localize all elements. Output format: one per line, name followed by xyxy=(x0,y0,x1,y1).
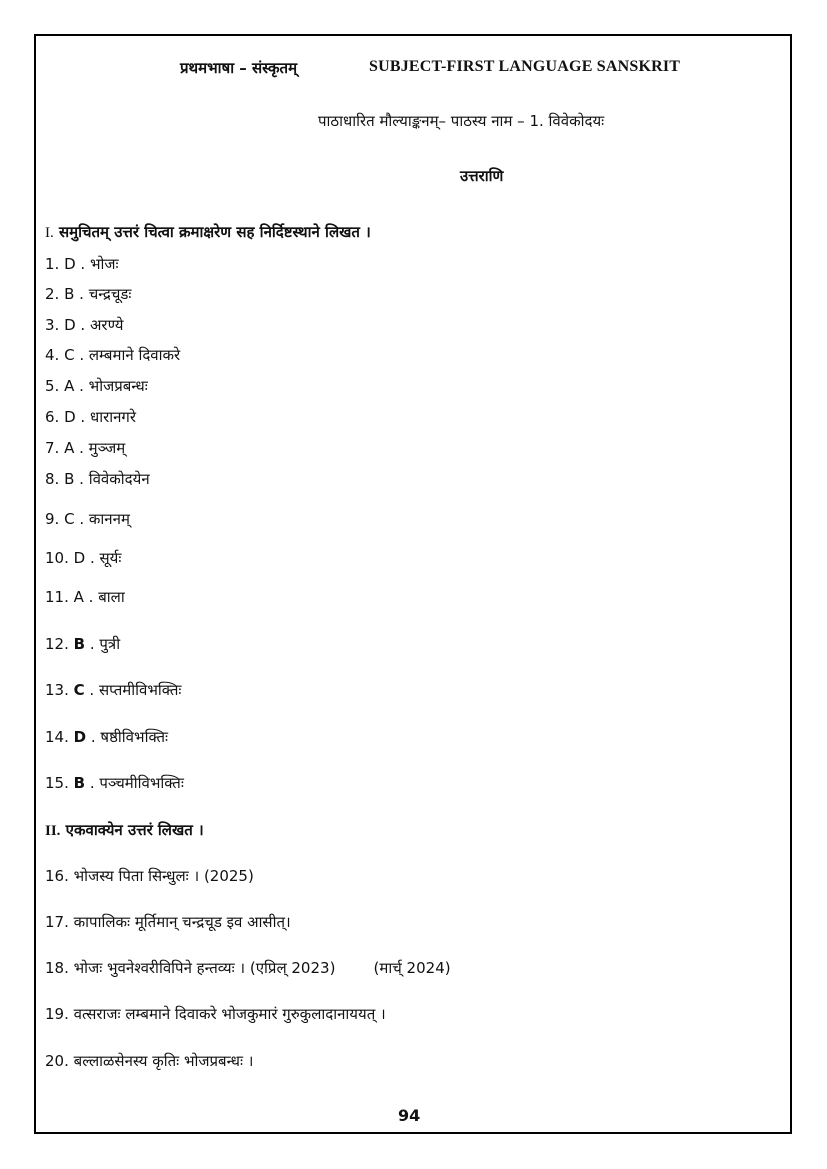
answer-option: C xyxy=(73,681,85,699)
short-answer xyxy=(45,1004,386,1024)
question-number: 7. xyxy=(45,439,60,457)
answer-option: B xyxy=(64,285,75,303)
question-number: 3. xyxy=(45,316,60,334)
answer-text: बल्लाळसेनस्य कृतिः भोजप्रबन्धः । xyxy=(73,1052,254,1070)
question-number: 2. xyxy=(45,285,60,303)
answer-text: सूर्यः xyxy=(99,549,122,567)
subject-title-sanskrit: प्रथमभाषा – संस्कृतम् xyxy=(180,59,298,77)
answer-option: C xyxy=(64,510,75,528)
page-number: 94 xyxy=(398,1106,421,1125)
answer-text: मुञ्जम् xyxy=(88,439,126,457)
answer-option: D xyxy=(73,549,86,567)
short-answer xyxy=(45,1051,253,1071)
answer-option: C xyxy=(64,346,75,364)
answer-text: भोजः xyxy=(89,255,119,273)
answer-text: षष्ठीविभक्तिः xyxy=(100,728,169,746)
question-number: 8. xyxy=(45,470,60,488)
question-number: 9. xyxy=(45,510,60,528)
mcq-answer: 2. B . चन्द्रचूडः xyxy=(45,285,132,303)
answer-text: भोजः भुवनेश्वरीविपिने हन्तव्यः । (एप्रिल् 2023) (मार्च् 2024) xyxy=(73,959,451,977)
short-answer xyxy=(45,912,291,932)
short-answer xyxy=(45,958,451,978)
section-1-instruction: समुचितम् उत्तरं चित्वा क्रमाक्षरेण सह निर्दिष्टस्थाने लिखत । xyxy=(58,223,371,241)
answer-option: D xyxy=(64,316,76,334)
answer-text: सप्तमीविभक्तिः xyxy=(98,681,182,699)
answer-option: D xyxy=(64,408,76,426)
answer-text: कापालिकः मूर्तिमान् चन्द्रचूड इव आसीत्। xyxy=(73,913,291,931)
answer-text: बाला xyxy=(98,588,125,606)
mcq-answer: 11. A . बाला xyxy=(45,588,125,606)
mcq-answer: 5. A . भोजप्रबन्धः xyxy=(45,377,148,395)
question-number: 10. xyxy=(45,549,69,567)
section-2-heading xyxy=(45,820,204,840)
mcq-answer: 13. C . सप्तमीविभक्तिः xyxy=(45,681,182,699)
mcq-answer: 8. B . विवेकोदयेन xyxy=(45,470,150,488)
mcq-answer: 1. D . भोजः xyxy=(45,255,119,273)
question-number: 5. xyxy=(45,377,60,395)
answer-text: भोजप्रबन्धः xyxy=(88,377,148,395)
question-number: 14. xyxy=(45,728,69,746)
answer-text: चन्द्रचूडः xyxy=(88,285,132,303)
answer-option: B xyxy=(73,635,86,653)
answer-option: A xyxy=(64,439,75,457)
question-number: 15. xyxy=(45,774,69,792)
question-number: 16. xyxy=(45,867,69,885)
question-number: 13. xyxy=(45,681,69,699)
mcq-answer: 12. B . पुत्री xyxy=(45,635,121,653)
mcq-answer: 14. D . षष्ठीविभक्तिः xyxy=(45,728,169,746)
answer-text: पञ्चमीविभक्तिः xyxy=(99,774,184,792)
question-number: 4. xyxy=(45,346,60,364)
question-number: 19. xyxy=(45,1005,69,1023)
section-2-instruction: एकवाक्येन उत्तरं लिखत । xyxy=(65,821,204,839)
section-2-numeral: II. xyxy=(45,823,61,839)
mcq-answer: 3. D . अरण्ये xyxy=(45,316,124,334)
mcq-answer: 15. B . पञ्चमीविभक्तिः xyxy=(45,774,184,792)
answer-text: वत्सराजः लम्बमाने दिवाकरे भोजकुमारं गुरुकुलादानाययत् । xyxy=(73,1005,386,1023)
answer-text: पुत्री xyxy=(99,635,121,653)
lesson-title: पाठाधारित मौल्याङ्कनम्– पाठस्य नाम – 1. विवेकोदयः xyxy=(318,112,605,130)
answer-option: A xyxy=(64,377,75,395)
mcq-answer: 10. D . सूर्यः xyxy=(45,549,122,567)
answer-option: A xyxy=(73,588,84,606)
question-number: 11. xyxy=(45,588,69,606)
subject-title-english: SUBJECT-FIRST LANGUAGE SANSKRIT xyxy=(369,58,681,75)
answer-text: धारानगरे xyxy=(89,408,137,426)
question-number: 1. xyxy=(45,255,60,273)
answer-text: अरण्ये xyxy=(89,316,124,334)
mcq-answer: 4. C . लम्बमाने दिवाकरे xyxy=(45,346,181,364)
answer-text: काननम् xyxy=(88,510,130,528)
mcq-answer: 7. A . मुञ्जम् xyxy=(45,439,126,457)
answer-text: भोजस्य पिता सिन्धुलः । (2025) xyxy=(73,867,254,885)
answers-heading: उत्तराणि xyxy=(460,167,504,185)
question-number: 12. xyxy=(45,635,69,653)
question-number: 17. xyxy=(45,913,69,931)
mcq-answer: 9. C . काननम् xyxy=(45,510,130,528)
question-number: 18. xyxy=(45,959,69,977)
section-1-heading xyxy=(45,222,371,242)
question-number: 20. xyxy=(45,1052,69,1070)
answer-option: D xyxy=(64,255,76,273)
question-number: 6. xyxy=(45,408,60,426)
answer-option: B xyxy=(64,470,75,488)
section-1-numeral: I. xyxy=(45,225,54,241)
answer-text: लम्बमाने दिवाकरे xyxy=(88,346,181,364)
answer-text: विवेकोदयेन xyxy=(88,470,150,488)
answer-option: B xyxy=(73,774,86,792)
mcq-answer: 6. D . धारानगरे xyxy=(45,408,137,426)
short-answer xyxy=(45,866,254,886)
answer-option: D xyxy=(73,728,87,746)
